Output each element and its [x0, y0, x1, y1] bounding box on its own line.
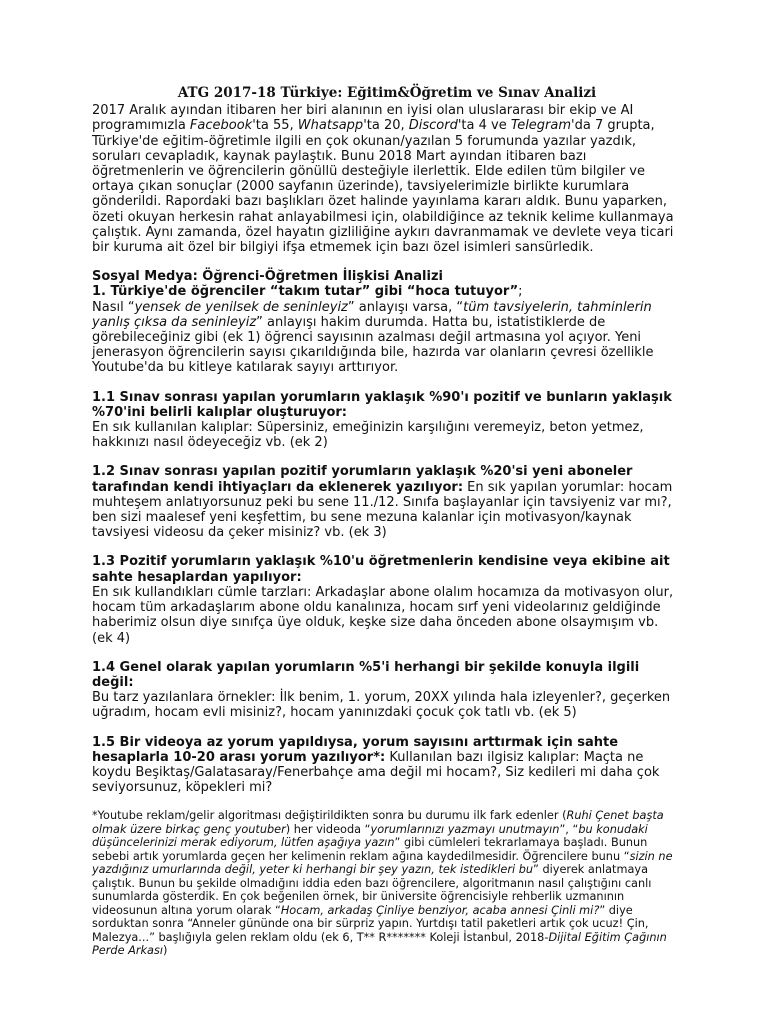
section-1-colon: ;: [518, 284, 523, 300]
section-title: [92, 269, 682, 284]
footnote-italic: yorumlarınızı yazmayı unutmayın: [370, 822, 560, 836]
section-1-3-heading-text: 1.3 Pozitif yorumların yaklaşık %10'u öğretmenlerin kendisine veya ekibine ait sahte hesaplardan yapılıyor:: [92, 554, 670, 585]
intro-text: 'ta 55,: [252, 118, 298, 134]
section-1-1-heading: [92, 390, 682, 420]
section-1-2: [92, 464, 682, 540]
body-text: ” anlayışı hakim durumda. Hatta bu, istatistiklerde de görebileceğiniz gibi (ek 1) öğrenci sayısının azalması değil artmasına yol açıyor. Yeni jenerasyon öğrencilerin sayısı çıkarıldığında bile, hazırda var olanların çevresi özellikle Youtube'da bu kitleye katılarak sayıyı arttırıyor.: [92, 314, 654, 376]
section-1-3-heading: [92, 554, 682, 584]
footnote-italic: Ruhi Çenet başta olmak üzere birkaç genç youtuber: [92, 809, 664, 836]
footnote-italic: Hocam, arkadaş Çinliye benziyor, acaba annesi Çinli mi?: [280, 903, 600, 917]
intro-text: 2017 Aralık ayından itibaren her biri alanının en iyisi olan uluslararası bir ekip ve AI programımızla: [92, 103, 634, 134]
facebook-name: Facebook: [189, 118, 253, 134]
section-1-4-heading-text: 1.4 Genel olarak yapılan yorumların %5'i herhangi bir şekilde konuyla ilgili değil:: [92, 659, 640, 690]
intro-text: 'da 7 grupta, Türkiye'de eğitim-öğretimle ilgili en çok okunan/yazılan 5 forumunda yazılar yazdık, soruları cevapladık, kaynak paylaştık. Bunu 2018 Mart ayından itibaren bazı öğretmenlerin ve öğrencilerin gönüllü desteğiyle ilerlettik. Elde edilen tüm bilgiler ve ortaya çıkan sonuçlar (2000 sayfanın üzerinde), tavsiyelerimizle birlikte kurumlara gönderildi. Rapordaki bazı başlıkları özet halinde yayınlama kararı aldık. Bunu yaparken, özeti okuyan herkesin rahat anlayabilmesi için, olabildiğince az teknik kelime kullanmaya çalıştık. Aynı zamanda, özel hayatın gizliliğine aykırı davranmamak ve devlete veya ticari bir kuruma ait özel bir bilgiyi ifşa etmemek için bazı özel isimleri sansürledik.: [92, 118, 674, 256]
document-page: [92, 86, 682, 958]
intro-text: 'ta 4 ve: [457, 118, 511, 134]
section-1-2-heading-text: 1.2 Sınav sonrası yapılan pozitif yorumların yaklaşık %20'si yeni aboneler tarafından kendi ihtiyaçları da eklenerek yazılıyor:: [92, 464, 633, 495]
footnote-text: ” diyerek anlatmaya çalıştık. Bunun bu şekilde olmadığını iddia eden bazı öğrencilere, algoritmanın nasıl çalıştığını canlı sunumlarda gösterdik. En çok beğenilen örnek, bir üniversite öğrencisiyle rehberlik uzmanının videosunun altına yorum olarak “: [92, 863, 652, 917]
footnote-text: ”, “: [559, 822, 579, 836]
section-title-text: Sosyal Medya: Öğrenci-Öğretmen İlişkisi Analizi: [92, 269, 443, 285]
footnote-text: *Youtube reklam/gelir algoritması değiştirildikten sonra bu durumu ilk fark edenler (: [92, 809, 567, 823]
section-1-4-body: Bu tarz yazılanlara örnekler: İlk benim, 1. yorum, 20XX yılında hala izleyenler?, geçerken uğradım, hocam evli misiniz?, hocam yanınızdaki çocuk çok tatlı vb. (ek 5): [92, 690, 671, 721]
section-1-body: [92, 300, 682, 376]
discord-name: Discord: [408, 118, 458, 134]
quote-text: tüm tavsiyelerin, tahminlerin yanlış çıksa da seninleyiz: [92, 299, 652, 330]
footnote-text: ): [162, 944, 168, 958]
footnote-text: ) her videoda “: [285, 822, 371, 836]
section-1-heading-text: 1. Türkiye'de öğrenciler “takım tutar” gibi “hoca tutuyor”: [92, 284, 519, 300]
document-title: ATG 2017-18 Türkiye: Eğitim&Öğretim ve Sınav Analizi: [177, 85, 597, 101]
section-1-heading: [92, 284, 682, 299]
section-1-5-heading-text: 1.5 Bir videoya az yorum yapıldıysa, yorum sayısını arttırmak için sahte hesaplarla 10-20 arası yorum yazılıyor*:: [92, 734, 619, 765]
footnote-italic: bu konudaki düşüncelerinizi merak ediyorum, lütfen aşağıya yazın: [92, 822, 648, 850]
telegram-name: Telegram: [510, 118, 572, 134]
footnote: [92, 809, 682, 958]
footnote-italic: sizin ne yazdığınız umurlarında değil, yeter ki herhangi bir şey yazın, tek istedikleri bu: [92, 849, 673, 877]
footnote-italic: Dijital Eğitim Çağının Perde Arkası: [92, 930, 667, 958]
section-1-1-body: En sık kullanılan kalıplar: Süpersiniz, emeğinizin karşılığını veremeyiz, beton yetmez, hakkınızı nasıl ödeyeceğiz vb. (ek 2): [92, 420, 644, 451]
section-1-5-body: Kullanılan bazı ilgisiz kalıplar: Maçta ne koydu Beşiktaş/Galatasaray/Fenerbahçe ama değil mi hocam?, Siz kedileri mi daha çok seviyorsunuz, köpekleri mi?: [92, 749, 660, 796]
footnote-text: ” diye sorduktan sonra “Anneler gününde ona bir sürpriz yapın. Yurtdışı tatil paketleri artık çok ucuz! Çin, Malezya...” başlığıyla gelen reklam oldu (ek 6, T** R******* Koleji İstanbul, 2018-: [92, 903, 649, 944]
section-1-5: [92, 735, 682, 796]
section-1-3-body: En sık kullandıkları cümle tarzları: Arkadaşlar abone olalım hocamıza da motivasyon olur, hocam tüm arkadaşlarım abone oldu kanalınıza, hocam sırf yeni videolarınız geldiğinde haberimiz olsun diye sınıfça üye olduk, keşke size daha önceden abone olsaymışım vb. (ek 4): [92, 584, 674, 646]
intro-paragraph: [92, 103, 682, 255]
whatsapp-name: Whatsapp: [297, 118, 364, 134]
intro-text: 'ta 20,: [363, 118, 409, 134]
section-1-1-heading-text: 1.1 Sınav sonrası yapılan yorumların yaklaşık %90'ı pozitif ve bunların yaklaşık %70'ini belirli kalıplar oluşturuyor:: [92, 389, 672, 420]
section-1-4-heading: [92, 660, 682, 690]
quote-text: yensek de yenilsek de seninleyiz: [134, 299, 348, 315]
body-text: ” anlayışı varsa, “: [347, 299, 464, 315]
section-1-2-body: En sık yapılan yorumlar: hocam muhteşem anlatıyorsunuz peki bu sene 11./12. Sınıfa başlayanlar için tavsiyeniz var mı?, ben sizi maalesef yeni keşfettim, bu sene mezuna kalanlar için motivasyon/kaynak tavsiyesi videosu da çeker misiniz? vb. (ek 3): [92, 479, 673, 541]
body-text: Nasıl “: [92, 299, 135, 315]
footnote-text: ” gibi cümleleri tekrarlamaya başladı. Bunun sebebi artık yorumlarda geçen her kelimenin reklam ağına kaydedilmesidir. Öğrencilere bunu “: [92, 836, 648, 863]
